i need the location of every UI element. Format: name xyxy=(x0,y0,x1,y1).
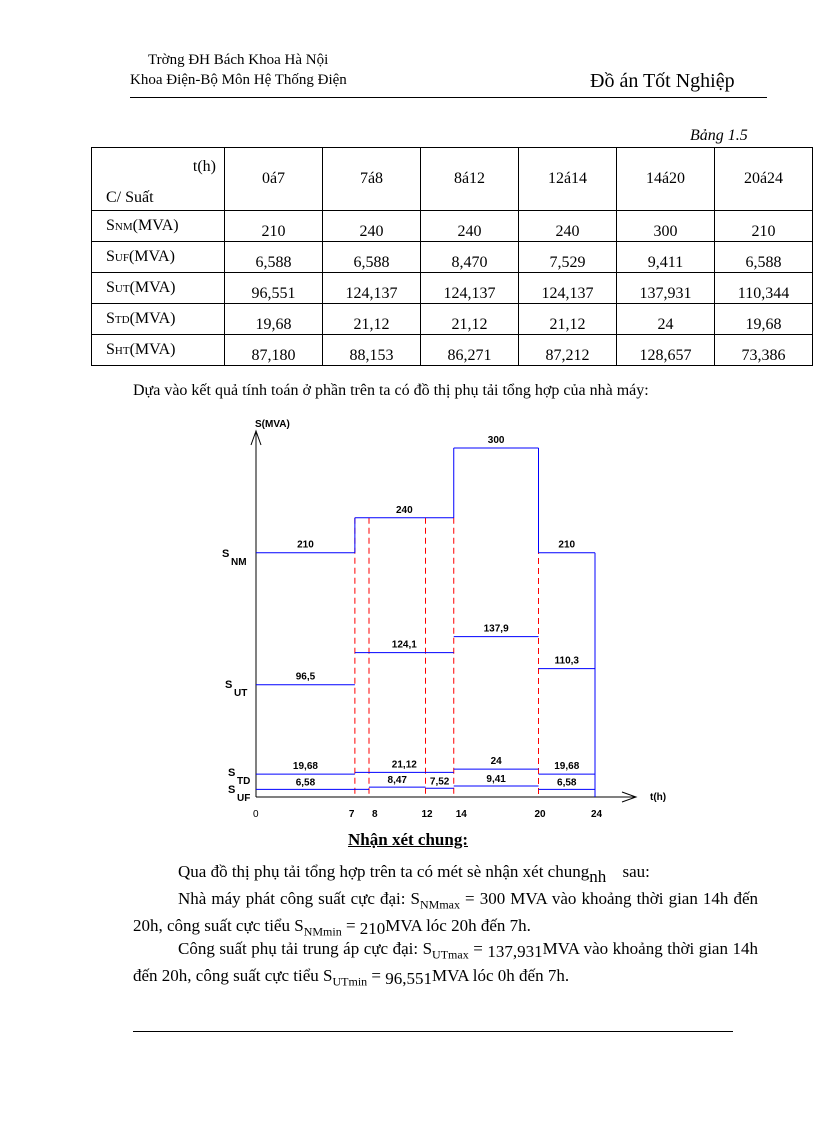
remarks-paragraph-2: Nhà máy phát công suất cực đại: $S_{NMmax} = 300$ MVA vào khoảng thời gian 14h đến 20h, công suất cực tiểu $S_{NMmin} = 210MVA$ lóc 20h đến 7h. xyxy=(133,889,759,939)
data-label: 9,41 xyxy=(486,774,506,786)
table-cell: 6,588 xyxy=(715,242,813,273)
column-header: 12á14 xyxy=(519,148,617,211)
row-label: SHT(MVA) xyxy=(92,335,225,366)
data-label: 210 xyxy=(558,539,576,551)
remarks-paragraph-1: Qua đồ thị phụ tải tổng hợp trên ta có mét sè nhận xét chungnh sau: xyxy=(178,862,650,886)
table-cell: 240 xyxy=(323,211,421,242)
table-cell: 87,212 xyxy=(519,335,617,366)
data-label: 210 xyxy=(297,539,314,551)
table-cell: 124,137 xyxy=(421,273,519,304)
data-label: 240 xyxy=(395,504,413,516)
column-header: 7á8 xyxy=(323,148,421,211)
table-cell: 73,386 xyxy=(715,335,813,366)
series-label-s_td: S xyxy=(228,767,236,779)
table-cell: 124,137 xyxy=(323,273,421,304)
table-cell: 88,153 xyxy=(323,335,421,366)
series-label-s_uf: S xyxy=(228,784,236,796)
table-cell: 240 xyxy=(519,211,617,242)
column-header: 14á20 xyxy=(617,148,715,211)
table-cell: 9,411 xyxy=(617,242,715,273)
table-cell: 86,271 xyxy=(421,335,519,366)
table-cell: 19,68 xyxy=(715,304,813,335)
table-cell: 240 xyxy=(421,211,519,242)
x-tick-label: 14 xyxy=(455,809,467,820)
table-cell: 6,588 xyxy=(323,242,421,273)
table-cell: 19,68 xyxy=(225,304,323,335)
series-label-s_nm: S xyxy=(222,548,230,560)
data-label: 110,3 xyxy=(554,655,579,667)
x-tick-label: 20 xyxy=(534,809,546,820)
column-header: 8á12 xyxy=(421,148,519,211)
x-tick-label: 24 xyxy=(591,809,603,820)
school-name: Trờng ĐH Bách Khoa Hà Nội xyxy=(148,52,329,68)
remarks-heading: Nhận xét chung: xyxy=(348,830,468,849)
remarks-paragraph-3: Công suất phụ tải trung áp cực đại: $S_{UTmax} = 137,931MVA$ vào khoảng thời gian 14h đến 20h, công suất cực tiểu $S_{UTmin} = 96,551MVA$ lóc 0h đến 7h. xyxy=(133,939,758,989)
x-axis-label: t(h) xyxy=(650,792,667,803)
table-cell: 87,180 xyxy=(225,335,323,366)
data-label: 6,58 xyxy=(295,777,316,789)
table-caption: Bảng 1.5 xyxy=(690,127,748,144)
x-tick-label: 8 xyxy=(372,809,378,820)
table-cell: 8,470 xyxy=(421,242,519,273)
data-label: 6,58 xyxy=(557,777,577,789)
data-label: 7,52 xyxy=(429,776,450,788)
series-label-sub-s_nm: NM xyxy=(231,557,247,568)
origin-label: 0 xyxy=(253,809,259,820)
table-cell: 124,137 xyxy=(519,273,617,304)
table-cell: 210 xyxy=(715,211,813,242)
table-cell: 210 xyxy=(225,211,323,242)
table-cell: 21,12 xyxy=(323,304,421,335)
table-cell: 24 xyxy=(617,304,715,335)
data-label: 300 xyxy=(487,435,505,446)
department-name: Khoa Điện-Bộ Môn Hệ Thống Điện xyxy=(130,72,347,88)
table-cell: 110,344 xyxy=(715,273,813,304)
data-label: 137,9 xyxy=(483,623,509,635)
y-axis-label: S(MVA) xyxy=(255,419,290,430)
data-label: 21,12 xyxy=(391,759,417,771)
row-label: STD(MVA) xyxy=(92,304,225,335)
column-header: 20á24 xyxy=(715,148,813,211)
table-cell: 21,12 xyxy=(519,304,617,335)
series-label-s_ut: S xyxy=(225,679,233,691)
series-label-sub-s_uf: UF xyxy=(237,793,251,804)
table-cell: 96,551 xyxy=(225,273,323,304)
row-label: SUF(MVA) xyxy=(92,242,225,273)
row-label: SNM(MVA) xyxy=(92,211,225,242)
data-label: 96,5 xyxy=(295,671,316,683)
table-cell: 7,529 xyxy=(519,242,617,273)
table-cell: 128,657 xyxy=(617,335,715,366)
document-title: Đồ án Tốt Nghiệp xyxy=(590,70,735,92)
series-label-sub-s_td: TD xyxy=(237,776,251,787)
data-label: 19,68 xyxy=(292,761,318,773)
data-label: 8,47 xyxy=(387,775,407,787)
corner-time-label: t(h) xyxy=(192,158,216,175)
x-tick-label: 7 xyxy=(348,809,355,820)
data-label: 24 xyxy=(490,756,502,768)
table-cell: 300 xyxy=(617,211,715,242)
data-label: 124,1 xyxy=(391,639,417,651)
row-label: SUT(MVA) xyxy=(92,273,225,304)
chart-intro-text: Dựa vào kết quả tính toán ở phần trên ta có đồ thị phụ tải tổng hợp của nhà máy: xyxy=(133,382,649,399)
data-label: 19,68 xyxy=(554,761,580,773)
x-tick-label: 12 xyxy=(421,809,433,820)
footer-rule xyxy=(133,1031,733,1032)
table-cell: 137,931 xyxy=(617,273,715,304)
table-cell: 21,12 xyxy=(421,304,519,335)
series-label-sub-s_ut: UT xyxy=(234,688,248,699)
column-header: 0á7 xyxy=(225,148,323,211)
table-cell: 6,588 xyxy=(225,242,323,273)
corner-power-label: C/ Suất xyxy=(106,189,154,206)
